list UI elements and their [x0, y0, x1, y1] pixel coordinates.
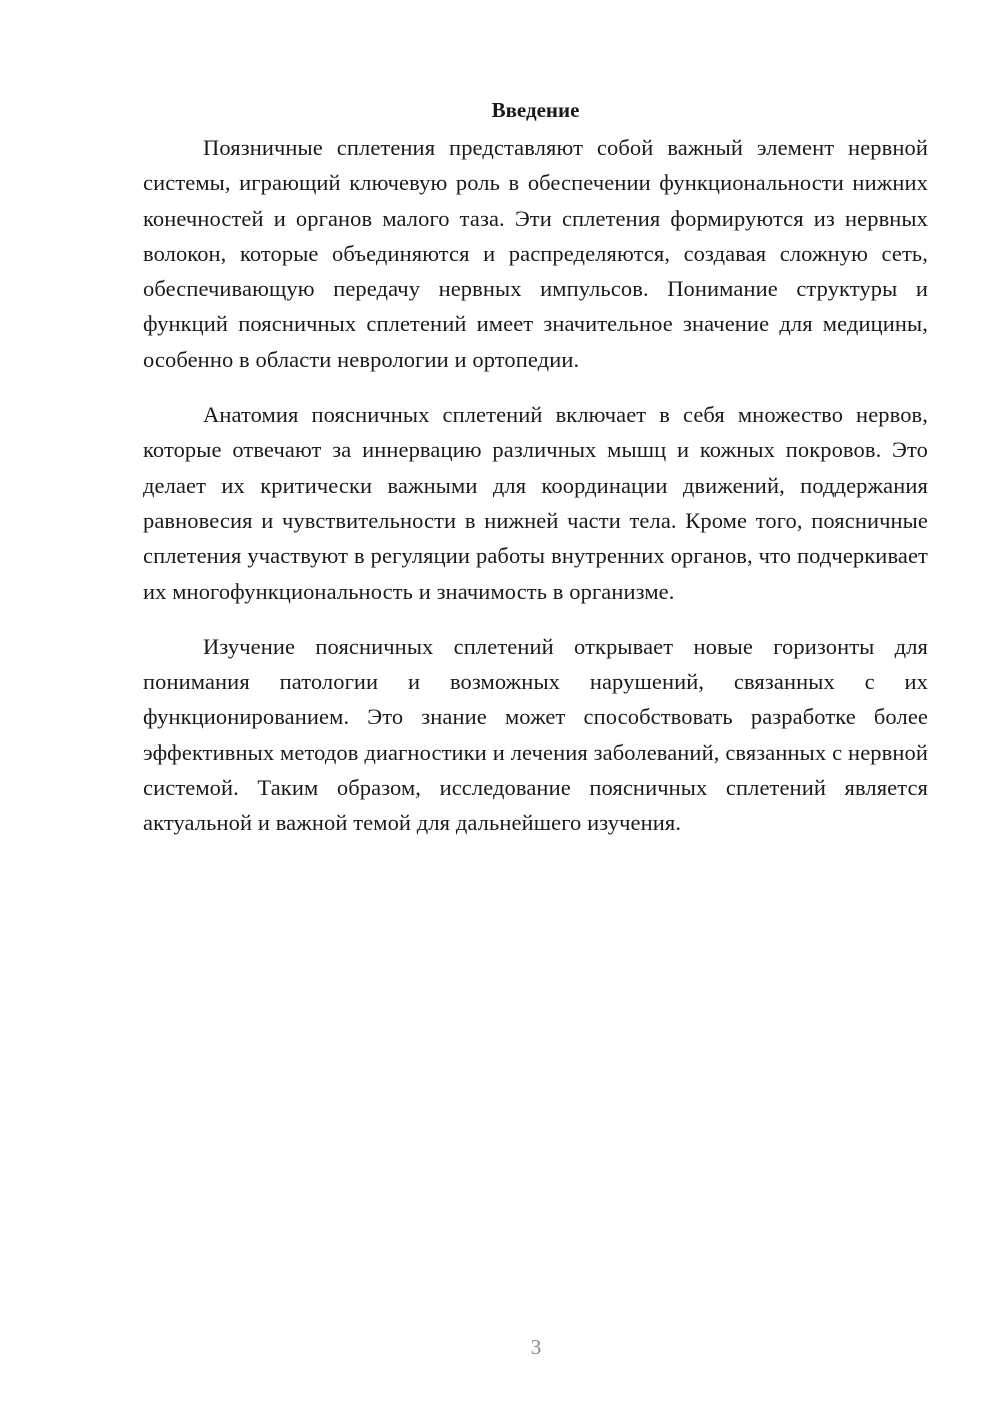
paragraph-1: Поязничные сплетения представляют собой важный элемент нервной системы, играющий ключевую роль в обеспечении функциональности нижних конечностей и органов малого таза. Эти сплетения формируются из нервных волокон, которые объединяются и распределяются, создавая сложную сеть, обеспечивающую передачу нервных импульсов. Понимание структуры и функций поясничных сплетений имеет значительное значение для медицины, особенно в области неврологии и ортопедии.: [143, 135, 928, 372]
page-number: 3: [530, 1335, 542, 1359]
page-content: [143, 93, 928, 861]
section-heading: Введение: [491, 98, 580, 122]
paragraph-3: Изучение поясничных сплетений открывает новые горизонты для понимания патологии и возможных нарушений, связанных с их функционированием. Это знание может способствовать разработке более эффективных методов диагностики и лечения заболеваний, связанных с нервной системой. Таким образом, исследование поясничных сплетений является актуальной и важной темой для дальнейшего изучения.: [143, 633, 928, 836]
paragraph-2: Анатомия поясничных сплетений включает в себя множество нервов, которые отвечают за иннервацию различных мышц и кожных покровов. Это делает их критически важными для координации движений, поддержания равновесия и чувствительности в нижней части тела. Кроме того, поясничные сплетения участвуют в регуляции работы внутренних органов, что подчеркивает их многофункциональность и значимость в организме.: [143, 402, 928, 604]
